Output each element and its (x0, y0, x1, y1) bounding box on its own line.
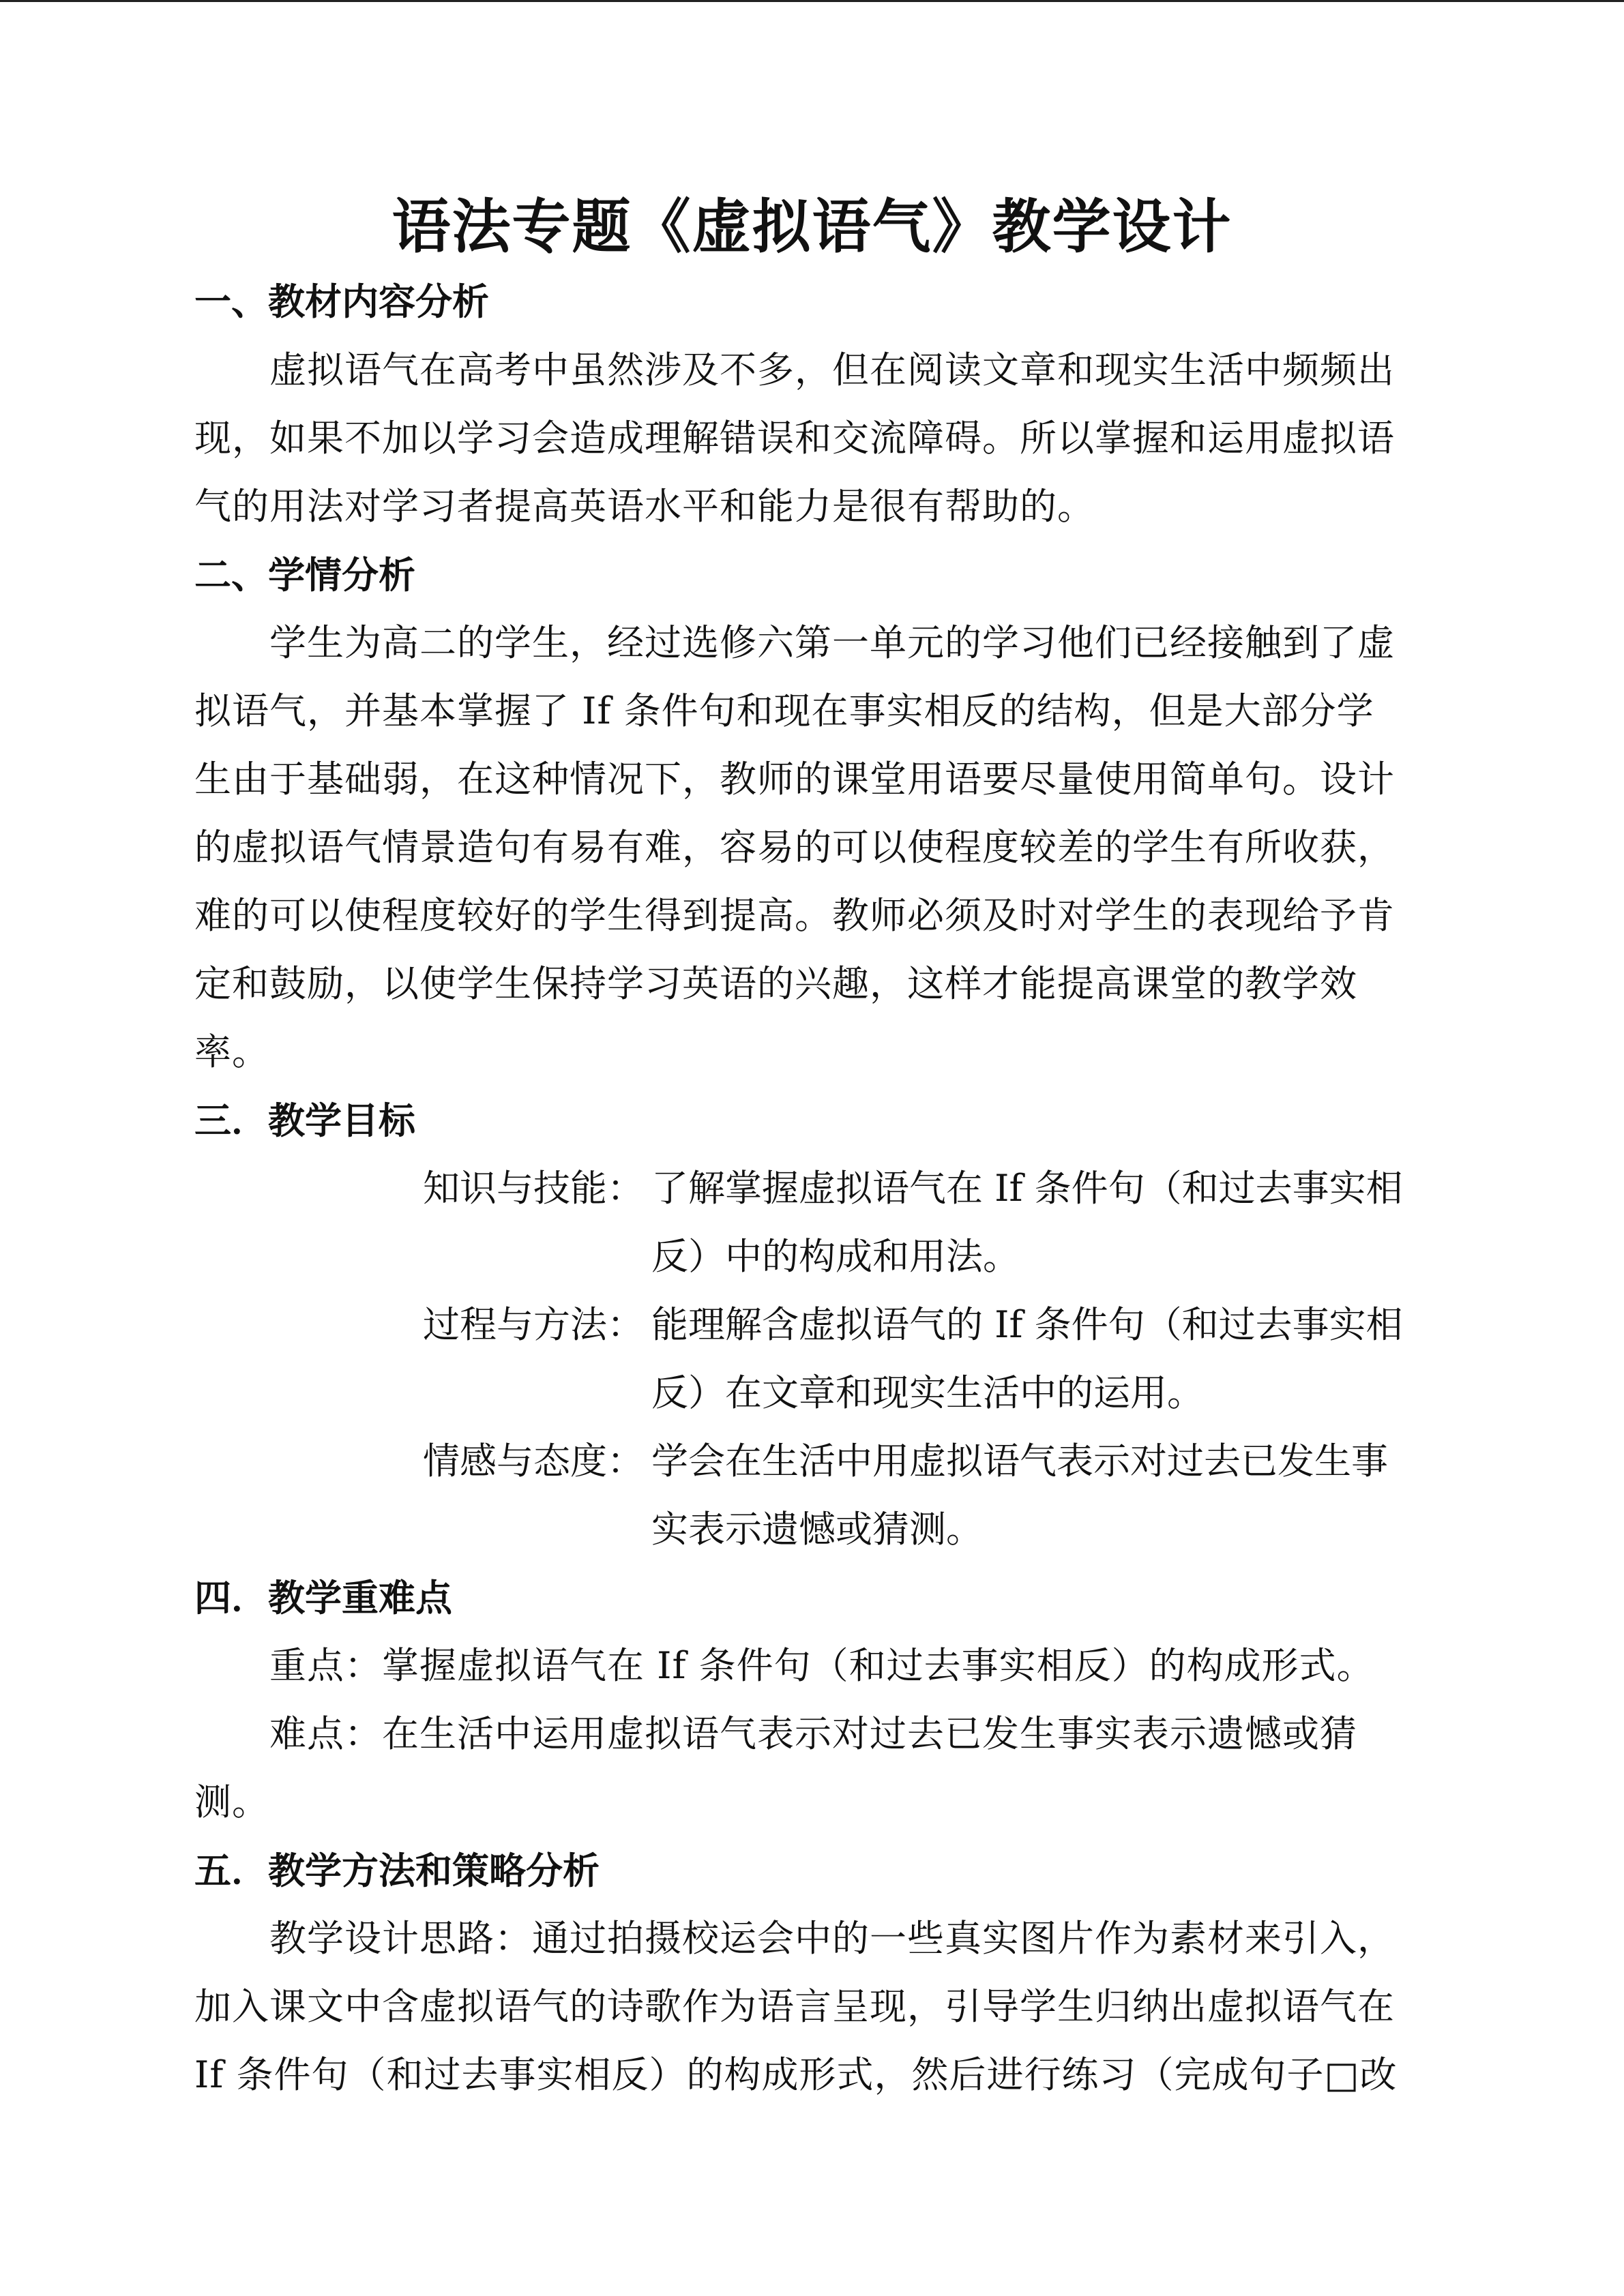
goal-knowledge-line-2: 反）中的构成和用法。 (651, 1235, 1020, 1278)
goal-knowledge-line-1: 了解掌握虚拟语气在 If 条件句（和过去事实相 (651, 1167, 1403, 1210)
goal-emotion-label: 情感与态度： (423, 1440, 644, 1482)
section-2-line-4: 的虚拟语气情景造句有易有难，容易的可以使程度较差的学生有所收获， (194, 826, 1395, 869)
document-title: 语法专题《虚拟语气》教学设计 (392, 192, 1232, 261)
section-2-line-5: 难的可以使程度较好的学生得到提高。教师必须及时对学生的表现给予肯 (194, 894, 1395, 937)
section-5-heading: 五．教学方法和策略分析 (194, 1849, 600, 1892)
section-2-heading: 二、学情分析 (194, 553, 415, 597)
top-border-line (0, 0, 1624, 2)
section-2-line-7: 率。 (194, 1030, 269, 1073)
section-4-key-point: 重点：掌握虚拟语气在 If 条件句（和过去事实相反）的构成形式。 (269, 1644, 1374, 1687)
section-2-line-3: 生由于基础弱，在这种情况下，教师的课堂用语要尽量使用简单句。设计 (194, 758, 1395, 801)
section-5-line-3: If 条件句（和过去事实相反）的构成形式，然后进行练习（完成句子□改 (194, 2053, 1398, 2096)
section-4-line-3: 测。 (194, 1780, 269, 1823)
goal-process-label: 过程与方法： (423, 1303, 644, 1346)
goal-process-line-2: 反）在文章和现实生活中的运用。 (651, 1371, 1204, 1414)
section-1-line-2: 现，如果不加以学习会造成理解错误和交流障碍。所以掌握和运用虚拟语 (194, 417, 1395, 460)
section-1-line-1: 虚拟语气在高考中虽然涉及不多，但在阅读文章和现实生活中频频出 (269, 348, 1395, 391)
goal-process-line-1: 能理解含虚拟语气的 If 条件句（和过去事实相 (651, 1303, 1403, 1346)
section-3-heading: 三．教学目标 (194, 1099, 415, 1142)
section-5-line-1: 教学设计思路：通过拍摄校运会中的一些真实图片作为素材来引入， (269, 1917, 1395, 1960)
section-2-line-2: 拟语气，并基本掌握了 If 条件句和现在事实相反的结构，但是大部分学 (194, 689, 1374, 732)
section-1-heading: 一、教材内容分析 (194, 280, 489, 323)
section-2-line-6: 定和鼓励，以使学生保持学习英语的兴趣，这样才能提高课堂的教学效 (194, 962, 1357, 1005)
goal-knowledge-label: 知识与技能： (423, 1167, 644, 1210)
section-5-line-2: 加入课文中含虚拟语气的诗歌作为语言呈现，引导学生归纳出虚拟语气在 (194, 1985, 1395, 2028)
section-4-heading: 四．教学重难点 (194, 1576, 452, 1620)
section-1-line-3: 气的用法对学习者提高英语水平和能力是很有帮助的。 (194, 485, 1095, 528)
section-4-difficult-point: 难点：在生活中运用虚拟语气表示对过去已发生事实表示遗憾或猜 (269, 1712, 1357, 1755)
section-2-line-1: 学生为高二的学生，经过选修六第一单元的学习他们已经接触到了虚 (269, 621, 1395, 664)
goal-emotion-line-1: 学会在生活中用虚拟语气表示对过去已发生事 (651, 1440, 1388, 1482)
goal-emotion-line-2: 实表示遗憾或猜测。 (651, 1508, 983, 1551)
